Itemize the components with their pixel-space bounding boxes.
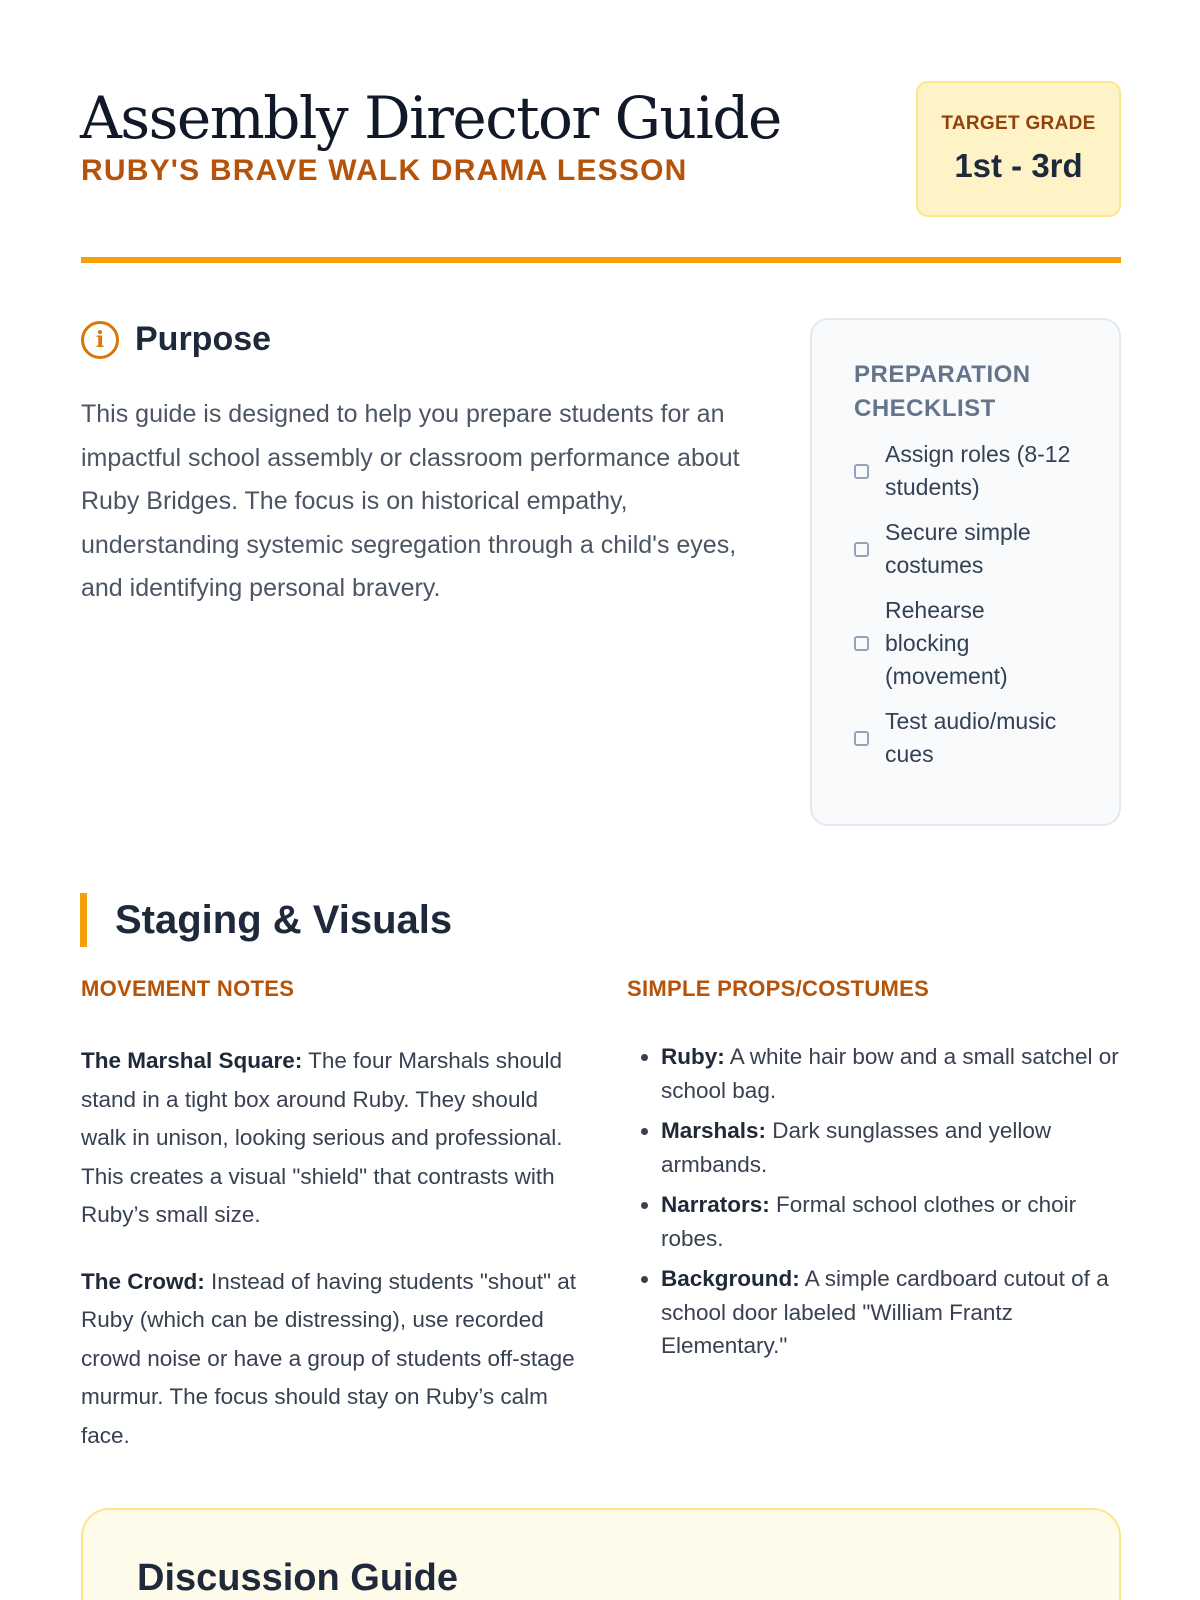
checklist-item-label: Secure simple costumes: [885, 519, 1031, 578]
page-subtitle: RUBY'S BRAVE WALK DRAMA LESSON: [81, 154, 688, 187]
prop-text: Formal school clothes or choir robes.: [661, 1192, 1077, 1251]
movement-note: [81, 1263, 581, 1456]
prop-label: Ruby:: [661, 1044, 725, 1069]
checkbox[interactable]: [854, 731, 869, 746]
note-label: The Marshal Square:: [81, 1048, 303, 1073]
prop-text: A white hair bow and a small satchel or school bag.: [661, 1044, 1119, 1103]
header-divider: [81, 257, 1121, 263]
checklist-item-label: Test audio/music cues: [885, 708, 1057, 767]
prop-label: Marshals:: [661, 1118, 767, 1143]
prop-text: Dark sunglasses and yellow armbands.: [661, 1118, 1052, 1177]
checklist-item-label: Assign roles (8-12 students): [885, 441, 1071, 500]
checklist-item[interactable]: [854, 516, 1044, 582]
prop-label: Narrators:: [661, 1192, 770, 1217]
prop-text: A simple cardboard cutout of a school door labeled "William Frantz Elementary.": [661, 1266, 1109, 1358]
note-text: The four Marshals should stand in a tight box around Ruby. They should walk in unison, looking serious and professional. This creates a visual "shield" that contrasts with Ruby’s small size.: [81, 1048, 563, 1227]
prop-label: Background:: [661, 1266, 800, 1291]
discussion-guide: [81, 1508, 1121, 1600]
movement-note: [81, 1042, 581, 1235]
note-label: The Crowd:: [81, 1268, 205, 1294]
checklist-item[interactable]: [854, 438, 1089, 504]
staging-heading: Staging & Visuals: [115, 897, 453, 942]
staging-heading-row: [80, 893, 452, 947]
checklist-heading: PREPARATION CHECKLIST: [854, 361, 1031, 422]
prop-item: [661, 1040, 1127, 1107]
info-icon: i: [81, 321, 119, 359]
movement-heading: MOVEMENT NOTES: [81, 976, 295, 1001]
movement-notes: [81, 976, 581, 1455]
checklist-item[interactable]: [854, 705, 1074, 771]
purpose-text: This guide is designed to help you prepare students for an impactful school assembly or classroom performance about Ruby Bridges. The focus is on historical empathy, understanding systemic segregation through a child's eyes, and identifying personal bravery.: [81, 400, 740, 602]
checklist-item[interactable]: [854, 594, 1014, 693]
checkbox[interactable]: [854, 542, 869, 557]
prop-item: [661, 1114, 1127, 1181]
checklist-item-label: Rehearse blocking (movement): [885, 597, 1008, 689]
badge-value: 1st - 3rd: [954, 147, 1083, 184]
prop-item: [661, 1188, 1127, 1255]
badge-label: TARGET GRADE: [941, 113, 1096, 134]
note-text: Instead of having students "shout" at Ruby (which can be distressing), use recorded crowd noise or have a group of students off-stage murmur. The focus should stay on Ruby’s calm face.: [81, 1268, 576, 1448]
page-title: Assembly Director Guide: [80, 84, 781, 152]
prop-item: [661, 1262, 1127, 1363]
props-costumes: [627, 976, 1127, 1370]
props-heading: SIMPLE PROPS/COSTUMES: [627, 976, 930, 1001]
purpose-heading: Purpose: [135, 320, 272, 358]
checkbox[interactable]: [854, 464, 869, 479]
checkbox[interactable]: [854, 636, 869, 651]
preparation-checklist: [810, 318, 1121, 826]
purpose-heading-row: [81, 320, 271, 359]
discussion-heading: Discussion Guide: [137, 1557, 458, 1599]
target-grade-badge: [916, 81, 1121, 217]
